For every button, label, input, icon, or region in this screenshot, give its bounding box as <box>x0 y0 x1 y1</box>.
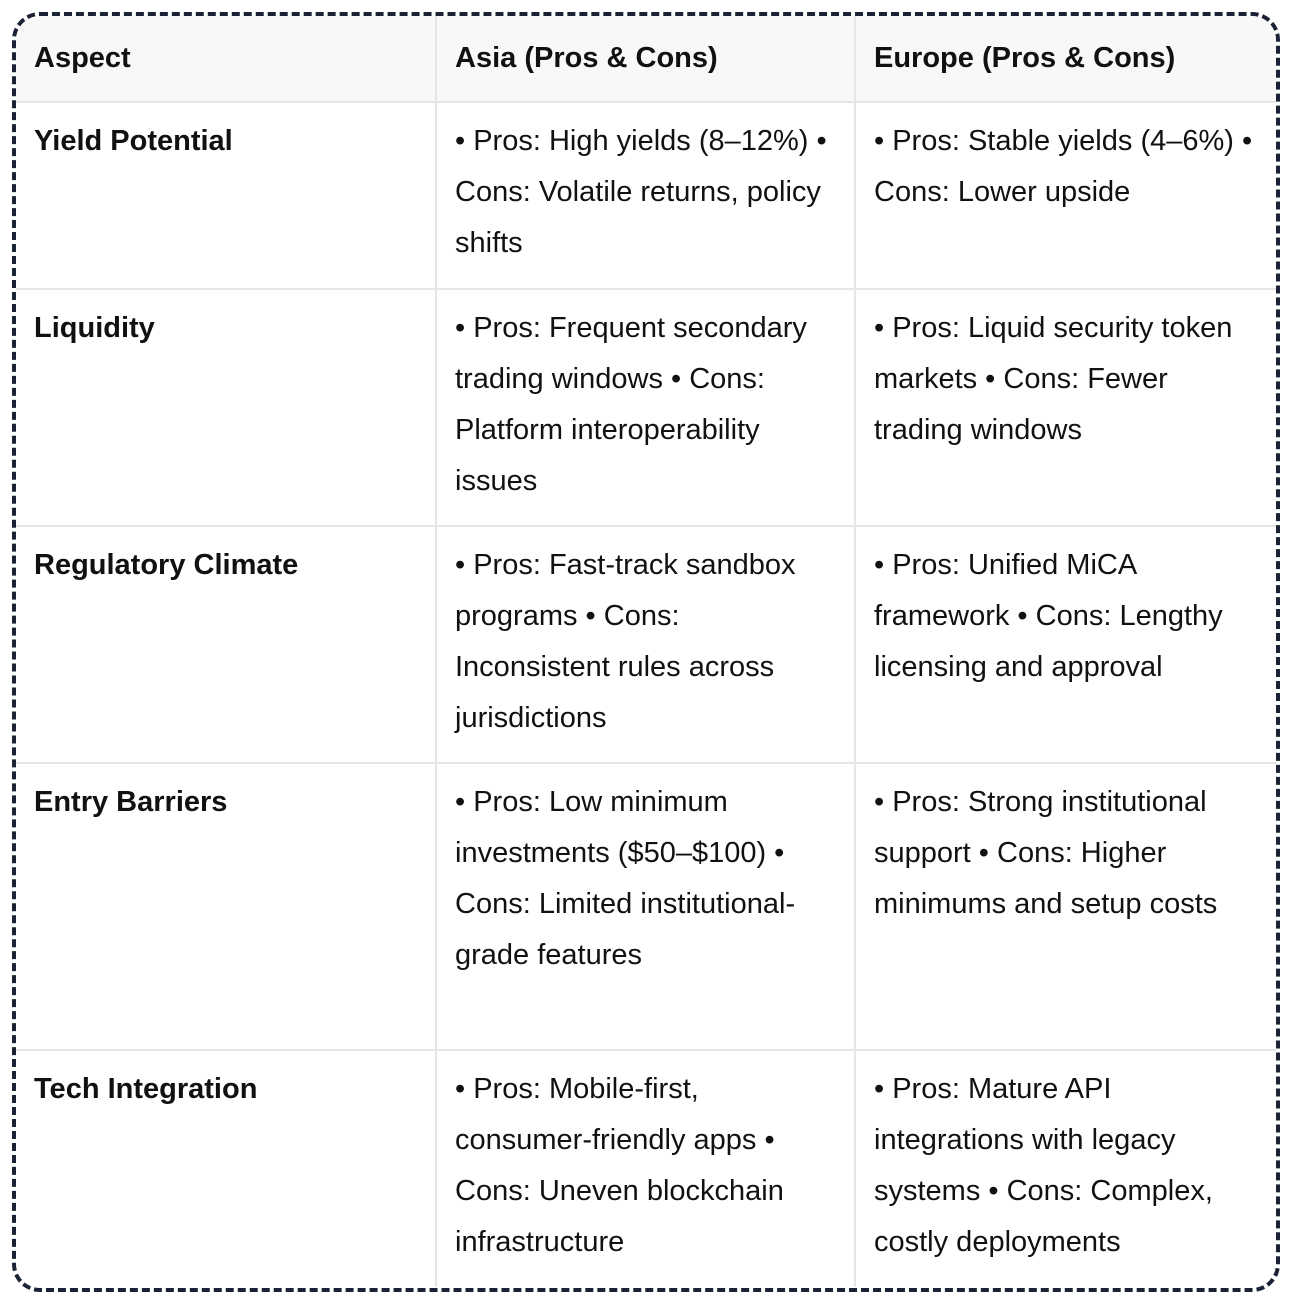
asia-cell: • Pros: Fast-track sandbox programs • Cons: Inconsistent rules across jurisdictions <box>436 526 855 763</box>
europe-cell: • Pros: Strong institutional support • Cons: Higher minimums and setup costs <box>855 763 1276 1050</box>
header-row <box>16 16 1276 102</box>
table-row <box>16 289 1276 526</box>
aspect-cell: Liquidity <box>16 289 436 526</box>
europe-cell: • Pros: Unified MiCA framework • Cons: Lengthy licensing and approval <box>855 526 1276 763</box>
table-row <box>16 1050 1276 1287</box>
header-asia: Asia (Pros & Cons) <box>436 16 855 102</box>
table-header <box>16 16 1276 102</box>
aspect-cell: Tech Integration <box>34 1073 258 1105</box>
europe-cell: • Pros: Stable yields (4–6%) • Cons: Lower upside <box>855 102 1276 289</box>
aspect-cell: Yield Potential <box>16 102 436 289</box>
asia-cell: • Pros: High yields (8–12%) • Cons: Volatile returns, policy shifts <box>436 102 855 289</box>
table-body <box>16 102 1276 1287</box>
europe-cell: • Pros: Liquid security token markets • Cons: Fewer trading windows <box>855 289 1276 526</box>
europe-cell: • Pros: Mature API integrations with legacy systems • Cons: Complex, costly deployments <box>855 1050 1276 1287</box>
table-row <box>16 763 1276 1050</box>
asia-cell: • Pros: Mobile-first, consumer-friendly apps • Cons: Uneven blockchain infrastructure <box>436 1050 855 1287</box>
comparison-table-frame <box>12 12 1280 1292</box>
asia-cell: • Pros: Low minimum investments ($50–$100) • Cons: Limited institutional-grade features <box>436 763 855 1050</box>
table-row <box>16 102 1276 289</box>
header-aspect: Aspect <box>16 16 436 102</box>
asia-cell: • Pros: Frequent secondary trading windows • Cons: Platform interoperability issues <box>436 289 855 526</box>
header-europe: Europe (Pros & Cons) <box>855 16 1276 102</box>
table-row <box>16 526 1276 763</box>
aspect-cell: Entry Barriers <box>16 763 436 1050</box>
comparison-table <box>16 16 1276 1287</box>
aspect-cell: Regulatory Climate <box>16 526 436 763</box>
